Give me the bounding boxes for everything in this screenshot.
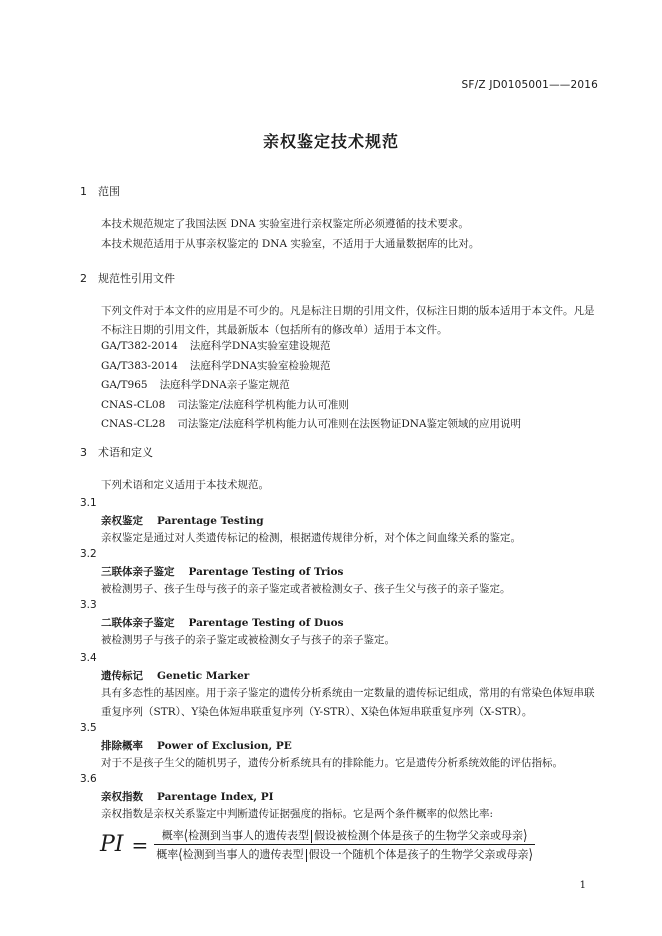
section-title: 术语和定义 [98, 446, 153, 459]
term-name-en: Power of Exclusion, PE [157, 740, 292, 752]
given-bar-icon [306, 849, 307, 862]
term-definition [80, 754, 602, 773]
right-angle-icon: ⟩ [528, 846, 533, 863]
term-name-en: Genetic Marker [157, 670, 250, 682]
term-name [101, 738, 292, 753]
numerator-condition: 假设被检测个体是孩子的生物学父亲或母亲 [314, 829, 524, 842]
formula-equals: = [131, 832, 149, 857]
term-definition [80, 684, 602, 722]
term-definition [80, 580, 602, 599]
term-name-zh: 二联体亲子鉴定 [101, 617, 175, 629]
term-name [101, 668, 249, 683]
given-bar-icon [311, 830, 312, 843]
pi-formula [100, 826, 535, 863]
section-title: 规范性引用文件 [98, 272, 175, 285]
term-name-en: Parentage Testing of Trios [188, 566, 344, 578]
term-name-zh: 遗传标记 [101, 670, 143, 682]
denominator-prob: 概率 [156, 848, 179, 861]
reference-title: 司法鉴定/法庭科学机构能力认可准则在法医物证DNA鉴定领域的应用说明 [177, 418, 522, 430]
term-definition-text: 对于不是孩子生父的随机男子，遗传分析系统具有的排除能力。它是遗传分析系统效能的评估指标。 [101, 757, 563, 769]
section-number: 2 [80, 272, 87, 285]
section-title: 范围 [98, 185, 120, 198]
term-number: 3.6 [80, 773, 97, 785]
document-code: SF/Z JD0105001——2016 [461, 79, 598, 91]
section-heading-terms [80, 444, 153, 460]
reference-title: 法庭科学DNA实验室检验规范 [189, 359, 331, 372]
section-number: 1 [80, 185, 87, 198]
scope-paragraphs [80, 214, 600, 254]
term-name-zh: 排除概率 [101, 740, 143, 752]
term-number: 3.5 [80, 722, 97, 734]
term-name-zh: 亲权鉴定 [101, 515, 143, 527]
formula-fraction [154, 826, 535, 863]
term-name [101, 615, 344, 630]
term-definition-text: 被检测男子与孩子的亲子鉴定或被检测女子与孩子的亲子鉴定。 [101, 634, 395, 646]
term-name [101, 513, 264, 528]
term-number: 3.3 [80, 599, 97, 611]
references-intro [80, 302, 602, 340]
reference-item [101, 415, 521, 435]
reference-code: GA/T965 [101, 379, 148, 391]
reference-code: CNAS-CL08 [101, 398, 166, 411]
numerator-prob: 概率 [161, 829, 184, 842]
term-definition-text: 被检测男子、孩子生母与孩子的亲子鉴定或者被检测女子、孩子生父与孩子的亲子鉴定。 [101, 583, 511, 595]
reference-list [101, 337, 521, 435]
terms-intro-text: 下列术语和定义适用于本技术规范。 [101, 479, 269, 491]
reference-item [101, 396, 521, 416]
reference-code: GA/T382-2014 [101, 340, 178, 352]
term-definition-text: 亲权鉴定是通过对人类遗传标记的检测，根据遗传规律分析，对个体之间血缘关系的鉴定。 [101, 532, 521, 544]
section-heading-references [80, 270, 175, 286]
formula-lhs: PI [100, 832, 124, 857]
section-heading-scope [80, 183, 120, 199]
reference-code: GA/T383-2014 [101, 359, 178, 372]
term-number: 3.2 [80, 548, 97, 560]
left-angle-icon: ⟨ [178, 846, 183, 863]
reference-item [101, 376, 521, 396]
term-definition [80, 805, 602, 824]
formula-denominator [154, 845, 535, 863]
terms-intro [80, 475, 600, 495]
right-angle-icon: ⟩ [523, 827, 528, 844]
denominator-event: 检测到当事人的遗传表型 [182, 848, 304, 861]
reference-code: CNAS-CL28 [101, 418, 166, 430]
term-name-zh: 三联体亲子鉴定 [101, 566, 175, 578]
reference-item [101, 357, 521, 377]
term-name-en: Parentage Testing [157, 515, 264, 527]
scope-paragraph-1: 本技术规范规定了我国法医 DNA 实验室进行亲权鉴定所必须遵循的技术要求。 [101, 218, 469, 230]
denominator-condition: 假设一个随机个体是孩子的生物学父亲或母亲 [308, 848, 529, 861]
reference-title: 法庭科学DNA亲子鉴定规范 [159, 379, 290, 391]
scope-paragraph-2: 本技术规范适用于从事亲权鉴定的 DNA 实验室，不适用于大通量数据库的比对。 [101, 238, 480, 250]
term-definition-text: 亲权指数是亲权关系鉴定中判断遗传证据强度的指标。它是两个条件概率的似然比率: [101, 808, 494, 820]
section-number: 3 [80, 446, 87, 459]
left-angle-icon: ⟨ [183, 827, 189, 844]
reference-title: 司法鉴定/法庭科学机构能力认可准则 [177, 398, 349, 411]
term-number: 3.1 [80, 497, 97, 509]
numerator-event: 检测到当事人的遗传表型 [188, 829, 310, 842]
term-definition [80, 529, 602, 548]
term-name [101, 564, 343, 579]
term-name-zh: 亲权指数 [101, 791, 143, 803]
reference-title: 法庭科学DNA实验室建设规范 [189, 340, 331, 352]
references-intro-text: 下列文件对于本文件的应用是不可少的。凡是标注日期的引用文件，仅标注日期的版本适用于本文件。凡是不标注日期的引用文件，其最新版本（包括所有的修改单）适用于本文件。 [101, 305, 595, 336]
page-number: 1 [579, 880, 586, 891]
term-name-en: Parentage Testing of Duos [188, 617, 344, 629]
term-definition [80, 631, 602, 650]
page-title: 亲权鉴定技术规范 [262, 132, 399, 151]
term-name [101, 789, 274, 804]
term-definition-text: 具有多态性的基因座。用于亲子鉴定的遗传分析系统由一定数量的遗传标记组成，常用的有常染色体短串联重复序列（STR）、Y染色体短串联重复序列（Y-STR）、X染色体短串联重复序列（X-STR）。 [101, 687, 595, 718]
term-number: 3.4 [80, 652, 97, 664]
term-name-en: Parentage Index, PI [157, 791, 274, 803]
formula-numerator [160, 826, 530, 844]
reference-item [101, 337, 521, 357]
